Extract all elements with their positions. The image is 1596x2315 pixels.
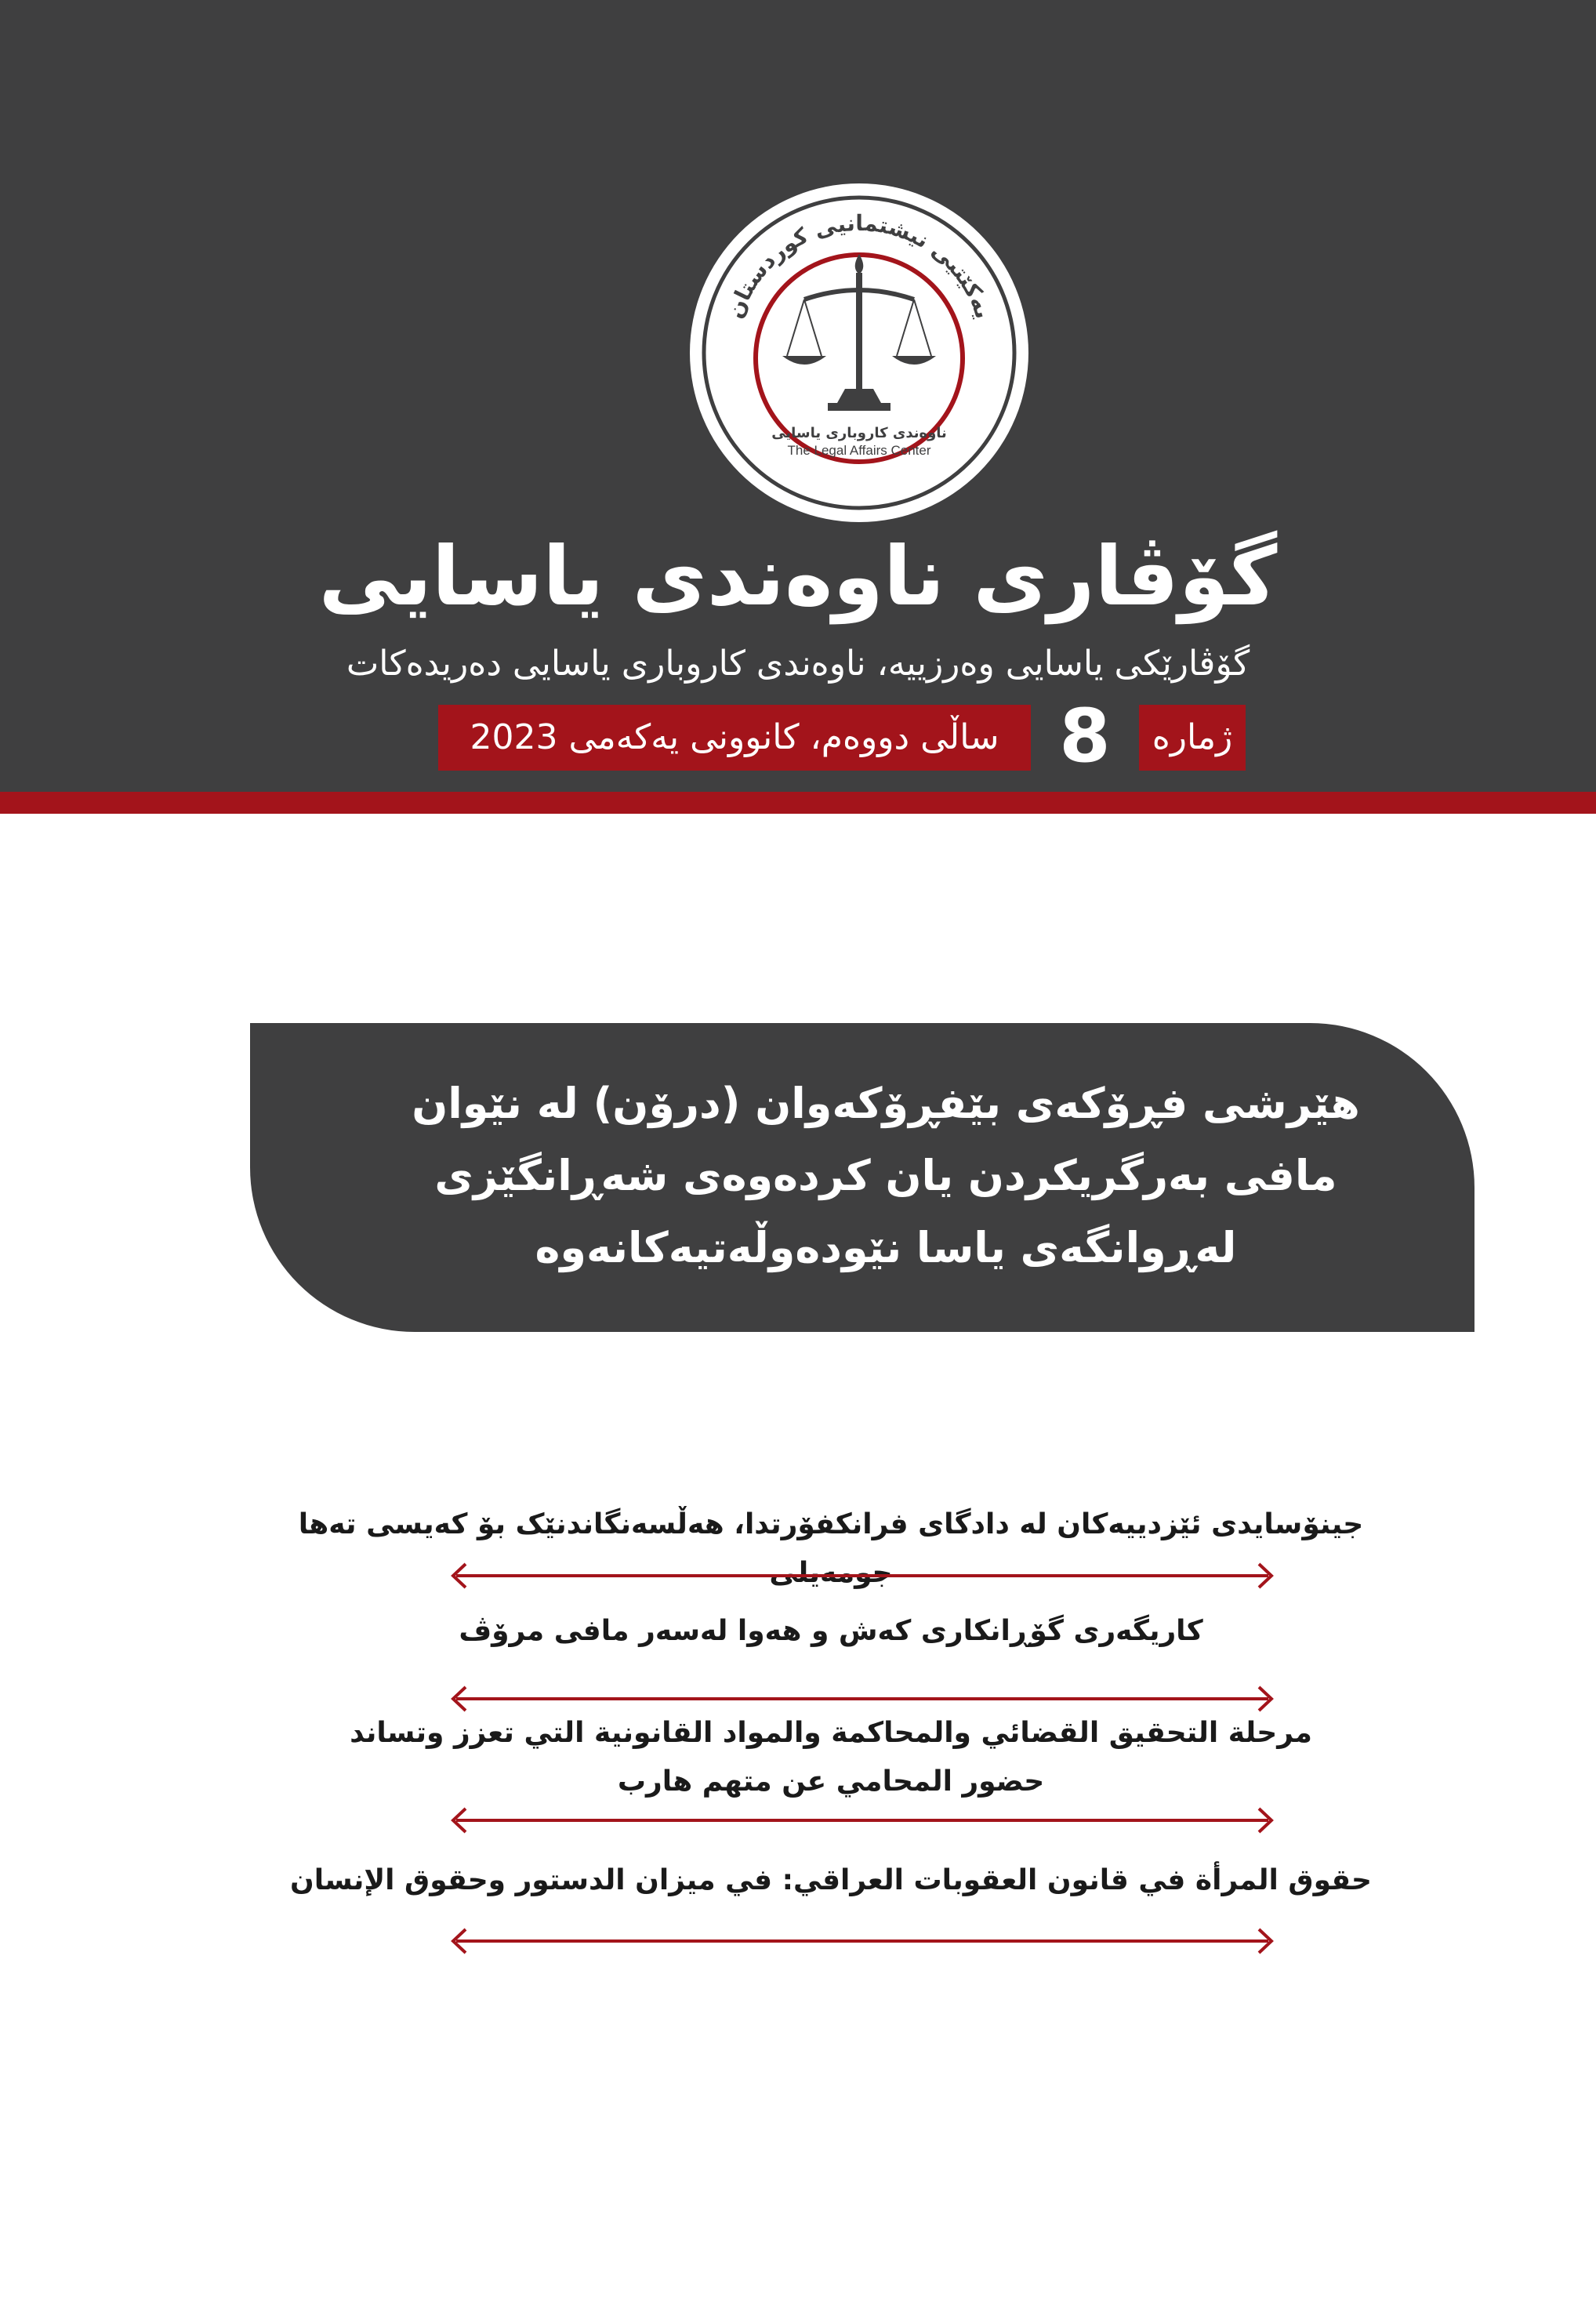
issue-label-badge: ژمارە [1139,705,1246,771]
feature-title-line: لەڕوانگەی یاسا نێودەوڵەتیەکانەوە [535,1223,1237,1272]
toc-item-line: مرحلة التحقيق القضائي والمحاكمة والمواد القانونية التي تعزز وتساند [350,1717,1312,1749]
feature-title-line: هێرشی فڕۆکەی بێفڕۆکەوان (درۆن) لە نێوان [412,1079,1360,1128]
logo-center-name-en: The Legal Affairs Center [787,443,931,458]
journal-subtitle: گۆڤارێکی یاسایی وەرزییە، ناوەندی کاروباری یاسایی دەریدەکات [346,644,1250,684]
legal-affairs-center-logo [688,182,1030,524]
toc-divider [447,1562,1278,1589]
logo-center-name: ناوەندی کاروباری یاسایی [771,425,947,441]
toc-divider [447,1685,1278,1712]
toc-item [235,1607,1427,1656]
feature-article-title [337,1068,1435,1284]
toc-item-line: جینۆسایدی ئێزدییەکان لە دادگای فرانکفۆرتدا، هەڵسەنگاندنێک بۆ کەیسی تەها جومەیلی [298,1508,1364,1589]
toc-divider [447,1928,1278,1954]
journal-title: گۆڤاری ناوەندی یاسایی [318,528,1278,624]
toc-item-line: حضور المحامي عن متهم هارب [617,1765,1045,1798]
toc-item-line: کاریگەری گۆڕانکاری کەش و هەوا لەسەر مافی مرۆڤ [459,1615,1203,1647]
issue-date-badge: ساڵی دووەم، کانوونی یەکەمی 2023 [438,705,1031,771]
toc-item [235,1856,1427,1905]
toc-item-line: حقوق المرأة في قانون العقوبات العراقي: في ميزان الدستور وحقوق الإنسان [289,1864,1372,1896]
header-accent-rule [0,792,1596,814]
issue-number: 8 [1059,694,1111,779]
logo-arc-text: یەکێتیی نیشتمانیی کوردستان [721,209,997,322]
toc-item [235,1709,1427,1806]
toc-divider [447,1807,1278,1834]
feature-title-line: مافی بەرگریکردن یان کردەوەی شەڕانگێزی [434,1151,1337,1200]
